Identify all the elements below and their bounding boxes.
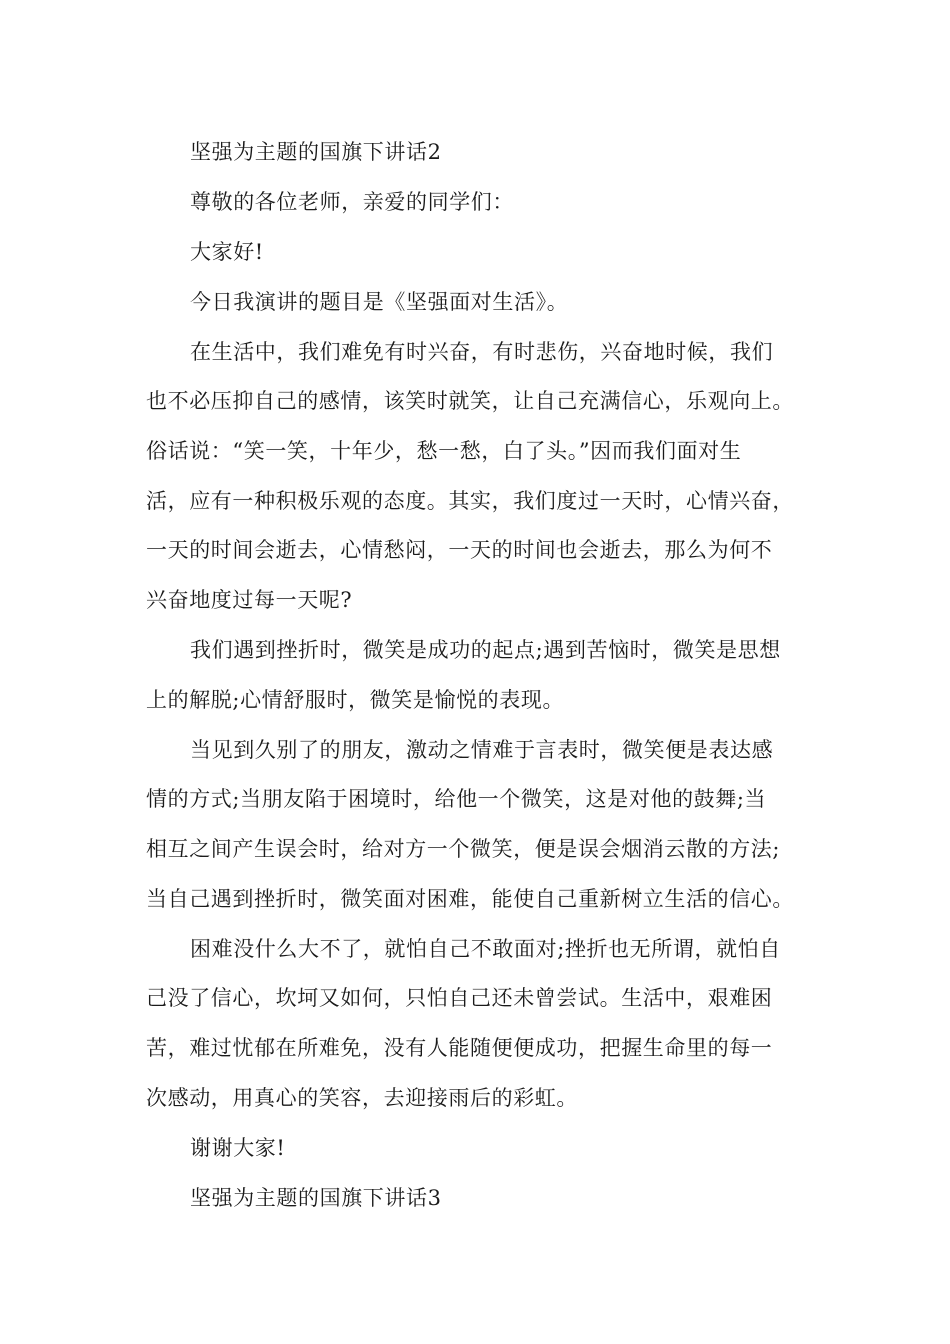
paragraph-line: 己没了信心，坎坷又如何，只怕自己还未曾尝试。生活中，艰难困 [146, 986, 773, 1010]
paragraph-line: 俗话说：“笑一笑，十年少，愁一愁，白了头。”因而我们面对生 [146, 439, 742, 463]
paragraph-line: 苦，难过忧郁在所难免，没有人能随便便成功，把握生命里的每一 [146, 1036, 773, 1060]
paragraph-line: 一天的时间会逝去，心情愁闷，一天的时间也会逝去，那么为何不 [146, 538, 773, 562]
paragraph-line: 情的方式;当朋友陷于困境时，给他一个微笑，这是对他的鼓舞;当 [146, 787, 767, 811]
paragraph-line: 我们遇到挫折时，微笑是成功的起点;遇到苦恼时，微笑是思想 [190, 638, 781, 662]
paragraph-line: 当自己遇到挫折时，微笑面对困难，能使自己重新树立生活的信心。 [146, 887, 794, 911]
closing: 谢谢大家! [190, 1136, 286, 1160]
salutation: 尊敬的各位老师，亲爱的同学们： [190, 190, 514, 214]
paragraph-line: 兴奋地度过每一天呢? [146, 588, 353, 612]
section-heading: 坚强为主题的国旗下讲话3 [190, 1186, 442, 1210]
paragraph-line: 也不必压抑自己的感情，该笑时就笑，让自己充满信心，乐观向上。 [146, 389, 794, 413]
paragraph-line: 当见到久别了的朋友，激动之情难于言表时，微笑便是表达感 [190, 738, 774, 762]
paragraph-line: 活，应有一种积极乐观的态度。其实，我们度过一天时，心情兴奋， [146, 489, 794, 513]
paragraph-line: 相互之间产生误会时，给对方一个微笑，便是误会烟消云散的方法; [146, 837, 781, 861]
paragraph-line: 困难没什么大不了，就怕自己不敢面对;挫折也无所谓，就怕自 [190, 937, 781, 961]
paragraph-line: 上的解脱;心情舒服时，微笑是愉悦的表现。 [146, 688, 565, 712]
speech-topic: 今日我演讲的题目是《坚强面对生活》。 [190, 290, 569, 314]
paragraph-line: 在生活中，我们难免有时兴奋，有时悲伤，兴奋地时候，我们 [190, 340, 774, 364]
section-heading: 坚强为主题的国旗下讲话2 [190, 140, 442, 164]
paragraph-line: 次感动，用真心的笑容，去迎接雨后的彩虹。 [146, 1086, 578, 1110]
greeting: 大家好! [190, 240, 264, 264]
